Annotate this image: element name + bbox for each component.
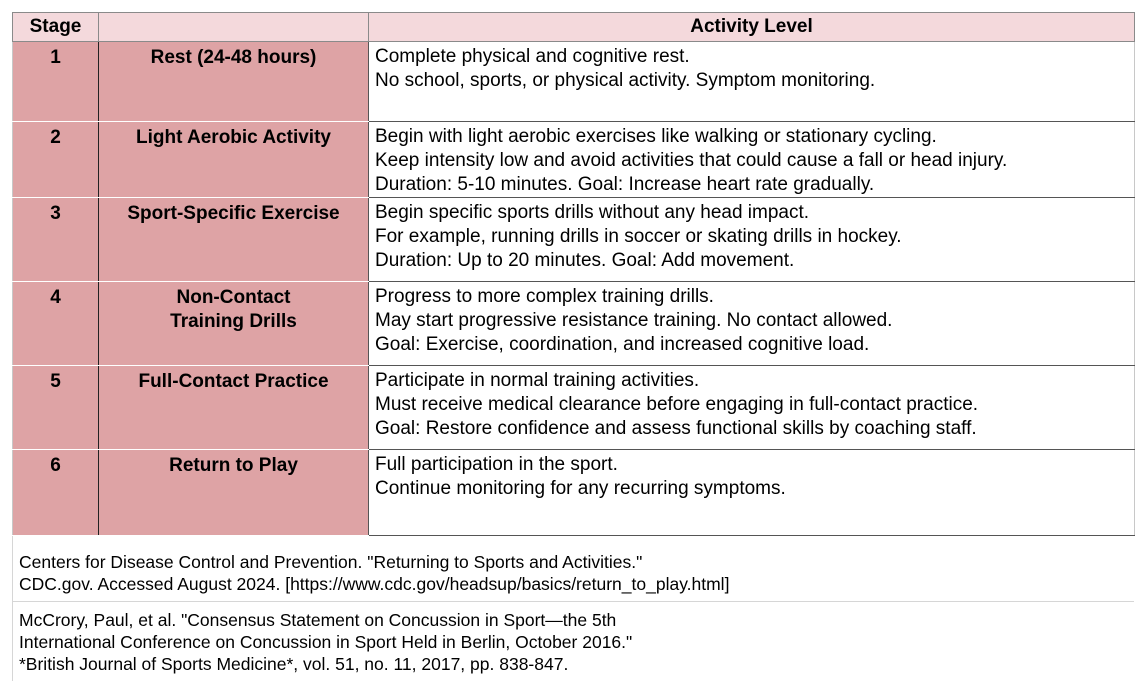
stage-number-cell[interactable]: 5 <box>13 366 99 450</box>
activity-description-cell[interactable] <box>369 282 1135 366</box>
stage-name-cell[interactable] <box>99 282 369 366</box>
stage-name-cell[interactable] <box>99 122 369 198</box>
stage-number-cell[interactable]: 1 <box>13 42 99 122</box>
table-row <box>13 198 1135 282</box>
activity-description-line: Goal: Restore confidence and assess functional skills by coaching staff. <box>375 418 977 439</box>
spreadsheet <box>12 12 1134 681</box>
reference-cell[interactable] <box>12 536 1134 602</box>
activity-description-line: Full participation in the sport. <box>375 454 618 475</box>
header-stage[interactable]: Stage <box>13 13 99 42</box>
reference-cell[interactable] <box>12 602 1134 681</box>
stage-name-cell[interactable] <box>99 198 369 282</box>
activity-description-line: No school, sports, or physical activity. Symptom monitoring. <box>375 70 876 91</box>
activity-description-line: Continue monitoring for any recurring symptoms. <box>375 478 786 499</box>
activity-description-line: Complete physical and cognitive rest. <box>375 46 690 67</box>
stage-name-line: Training Drills <box>170 311 297 332</box>
stage-number-cell[interactable]: 4 <box>13 282 99 366</box>
stage-name-line: Return to Play <box>169 455 298 476</box>
stage-name-line: Non-Contact <box>176 287 291 308</box>
header-blank[interactable] <box>99 13 369 42</box>
stage-number-cell[interactable]: 6 <box>13 450 99 536</box>
stage-name-line: Rest (24-48 hours) <box>150 47 317 68</box>
table-row <box>13 42 1135 122</box>
stage-number-cell[interactable]: 3 <box>13 198 99 282</box>
table-row <box>13 450 1135 536</box>
activity-description-line: Must receive medical clearance before engaging in full-contact practice. <box>375 394 979 415</box>
activity-description-line: Participate in normal training activities. <box>375 370 700 391</box>
reference-line: Centers for Disease Control and Prevention. "Returning to Sports and Activities." <box>19 552 643 572</box>
stage-name-cell[interactable] <box>99 42 369 122</box>
stage-name-line: Light Aerobic Activity <box>136 127 331 148</box>
header-activity-level[interactable]: Activity Level <box>369 13 1135 42</box>
table-row <box>13 122 1135 198</box>
reference-line: CDC.gov. Accessed August 2024. [https://www.cdc.gov/headsup/basics/return_to_play.html] <box>19 574 730 594</box>
activity-description-cell[interactable] <box>369 122 1135 198</box>
stage-number-cell[interactable]: 2 <box>13 122 99 198</box>
activity-description-line: Keep intensity low and avoid activities that could cause a fall or head injury. <box>375 150 1008 171</box>
activity-description-line: Begin with light aerobic exercises like walking or stationary cycling. <box>375 126 937 147</box>
table-body <box>13 13 1135 536</box>
references <box>12 536 1134 681</box>
stage-name-line: Sport-Specific Exercise <box>127 203 340 224</box>
activity-description-cell[interactable] <box>369 450 1135 536</box>
activity-description-line: Goal: Exercise, coordination, and increased cognitive load. <box>375 334 870 355</box>
activity-description-cell[interactable] <box>369 42 1135 122</box>
table-row <box>13 282 1135 366</box>
stage-name-cell[interactable] <box>99 450 369 536</box>
return-to-play-table <box>12 12 1135 536</box>
activity-description-cell[interactable] <box>369 198 1135 282</box>
reference-line: International Conference on Concussion in Sport Held in Berlin, October 2016." <box>19 632 633 652</box>
header-row <box>13 13 1135 42</box>
activity-description-line: Progress to more complex training drills. <box>375 286 714 307</box>
activity-description-line: Duration: Up to 20 minutes. Goal: Add movement. <box>375 250 795 271</box>
activity-description-cell[interactable] <box>369 366 1135 450</box>
activity-description-line: May start progressive resistance training. No contact allowed. <box>375 310 893 331</box>
table-row <box>13 366 1135 450</box>
reference-line: *British Journal of Sports Medicine*, vol. 51, no. 11, 2017, pp. 838-847. <box>19 654 569 674</box>
activity-description-line: Begin specific sports drills without any head impact. <box>375 202 810 223</box>
reference-line: McCrory, Paul, et al. "Consensus Statement on Concussion in Sport—the 5th <box>19 610 617 630</box>
stage-name-line: Full-Contact Practice <box>138 371 329 392</box>
activity-description-line: For example, running drills in soccer or skating drills in hockey. <box>375 226 902 247</box>
activity-description-line: Duration: 5-10 minutes. Goal: Increase heart rate gradually. <box>375 174 875 195</box>
stage-name-cell[interactable] <box>99 366 369 450</box>
